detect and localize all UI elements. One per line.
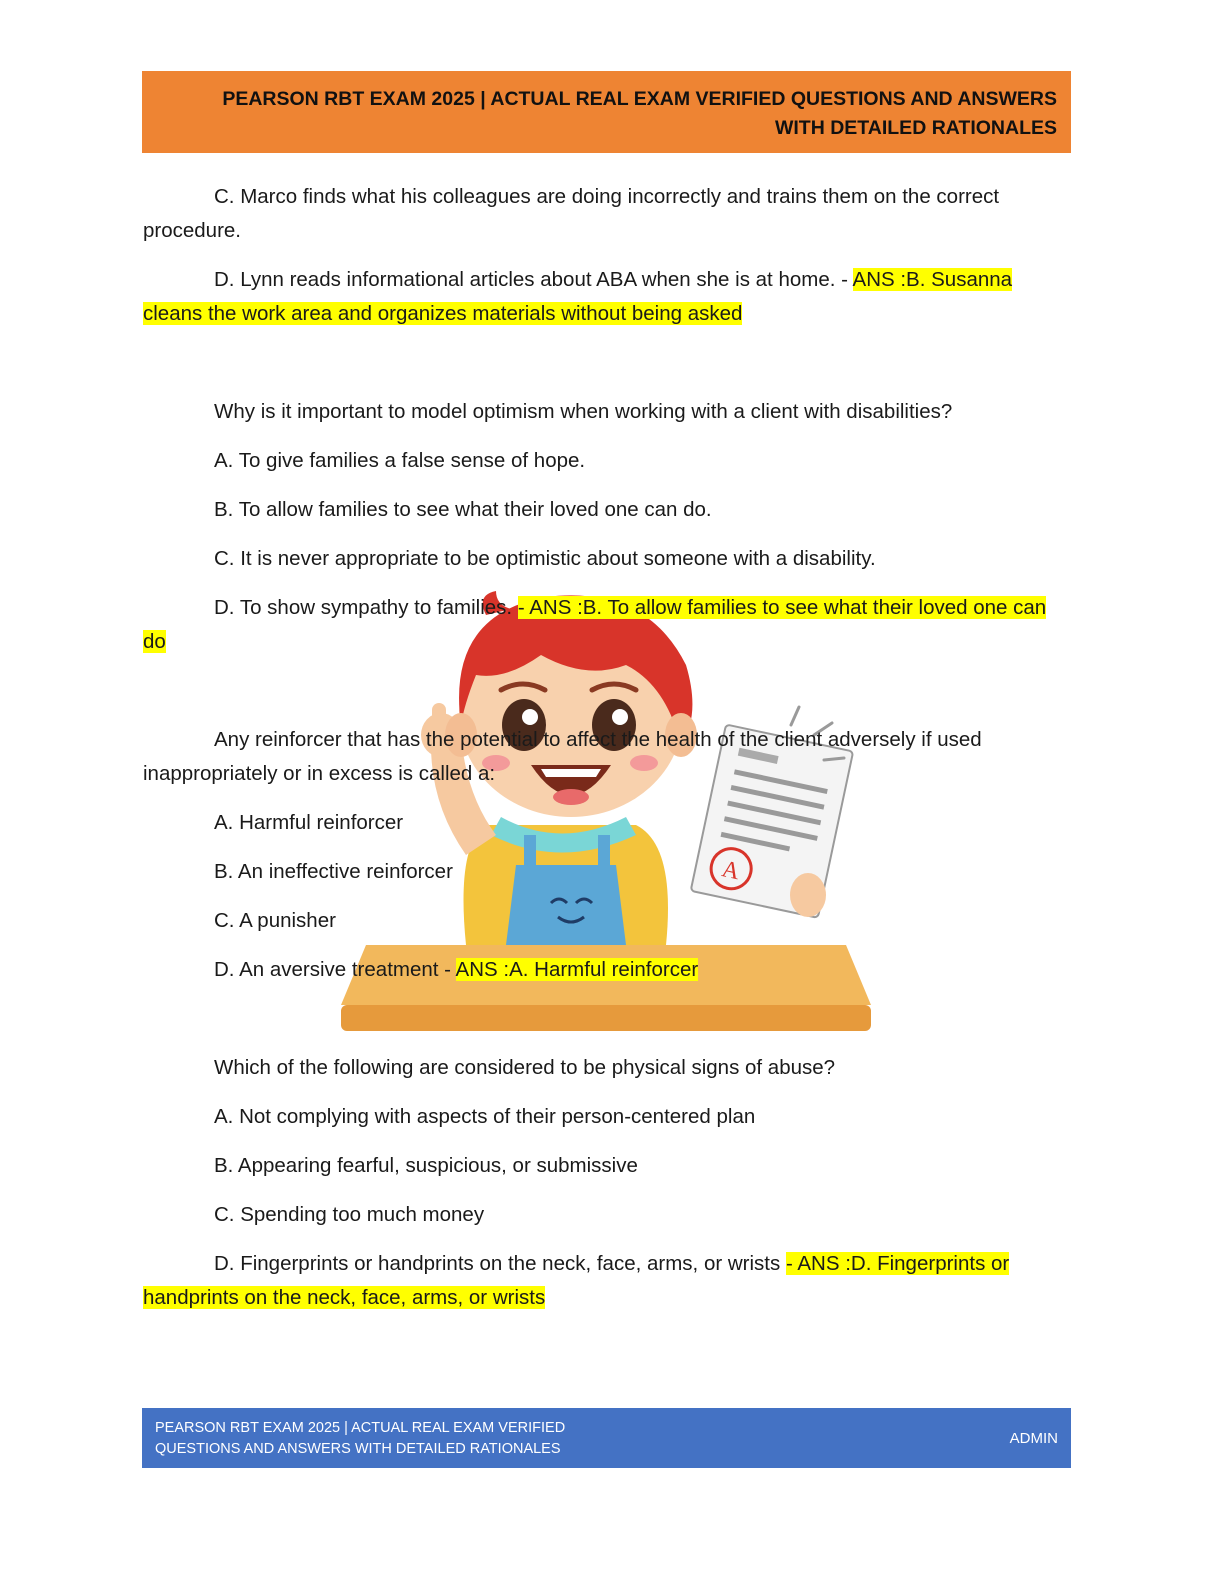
question-2-option-a: A. Harmful reinforcer bbox=[214, 811, 404, 834]
footer-author: ADMIN bbox=[1009, 1430, 1058, 1447]
question-3-option-d bbox=[143, 1247, 1053, 1315]
grade-letter: A bbox=[719, 856, 742, 886]
footer-title bbox=[155, 1418, 655, 1460]
question-1-option-a: A. To give families a false sense of hope. bbox=[214, 449, 586, 472]
question-0-option-c: C. Marco finds what his colleagues are doing incorrectly and trains them on the correct procedure. bbox=[143, 185, 1000, 242]
question-1-option-d bbox=[143, 591, 1053, 659]
question-2-option-d-text: D. An aversive treatment - bbox=[214, 958, 456, 981]
question-1-option-d-text: D. To show sympathy to families. bbox=[214, 596, 518, 619]
question-3-option-a: A. Not complying with aspects of their person-centered plan bbox=[214, 1105, 756, 1128]
question-2-prompt: Any reinforcer that has the potential to affect the health of the client adversely if used inappropriately or in excess is called a: bbox=[143, 728, 982, 785]
question-3-answer: - ANS :D. Fingerprints or handprints on the neck, face, arms, or wrists bbox=[143, 1252, 1010, 1309]
question-3-prompt: Which of the following are considered to be physical signs of abuse? bbox=[214, 1056, 836, 1079]
question-3-option-d-text: D. Fingerprints or handprints on the neck, face, arms, or wrists bbox=[214, 1252, 786, 1275]
footer-title-line-2: QUESTIONS AND ANSWERS WITH DETAILED RATIONALES bbox=[155, 1441, 561, 1457]
question-0-answer: ANS :B. Susanna cleans the work area and organizes materials without being asked bbox=[143, 268, 1013, 325]
question-3-option-b: B. Appearing fearful, suspicious, or submissive bbox=[214, 1154, 638, 1177]
page-footer bbox=[142, 1408, 1071, 1468]
question-3-option-c: C. Spending too much money bbox=[214, 1203, 485, 1226]
question-1-option-c: C. It is never appropriate to be optimistic about someone with a disability. bbox=[214, 547, 876, 570]
question-1-option-b: B. To allow families to see what their loved one can do. bbox=[214, 498, 712, 521]
question-0-option-d-text: D. Lynn reads informational articles about ABA when she is at home. - bbox=[214, 268, 853, 291]
document-body bbox=[143, 180, 1053, 1315]
question-2-option-d bbox=[143, 953, 1053, 987]
question-0-option-d bbox=[143, 263, 1053, 331]
question-1-answer: - ANS :B. To allow families to see what their loved one can do bbox=[143, 596, 1047, 653]
question-2-option-b: B. An ineffective reinforcer bbox=[214, 860, 453, 883]
footer-title-line-1: PEARSON RBT EXAM 2025 | ACTUAL REAL EXAM VERIFIED bbox=[155, 1420, 566, 1436]
header-title-line-1: PEARSON RBT EXAM 2025 | ACTUAL REAL EXAM VERIFIED QUESTIONS AND ANSWERS bbox=[222, 88, 1057, 110]
page-header bbox=[142, 71, 1071, 153]
question-1-prompt: Why is it important to model optimism when working with a client with disabilities? bbox=[214, 400, 953, 423]
header-title-line-2: WITH DETAILED RATIONALES bbox=[774, 117, 1057, 139]
question-2-option-c: C. A punisher bbox=[214, 909, 336, 932]
question-2-answer: ANS :A. Harmful reinforcer bbox=[455, 958, 699, 981]
